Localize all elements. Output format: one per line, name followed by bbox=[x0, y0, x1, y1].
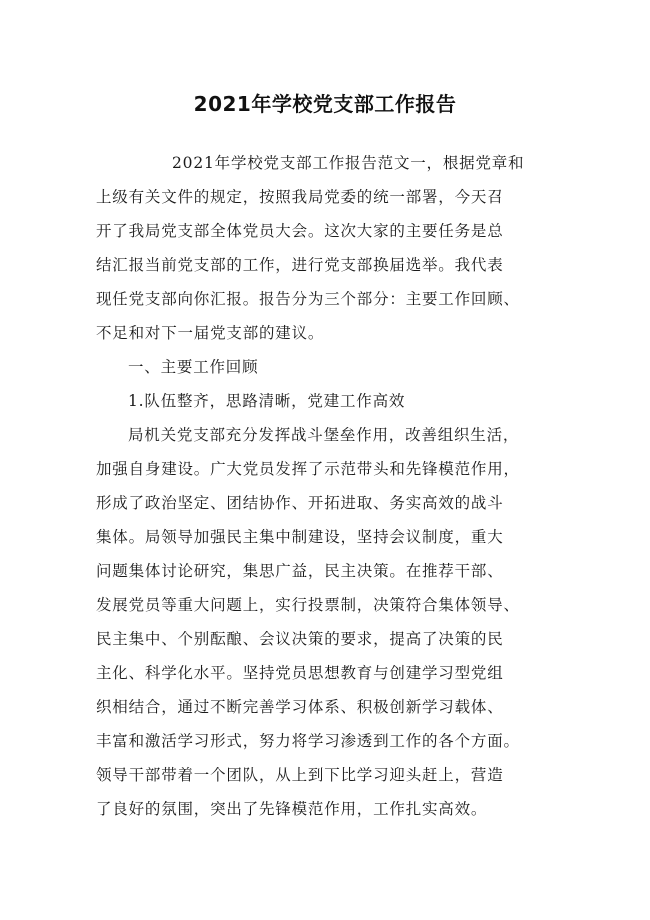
paragraph-line: 发展党员等重大问题上，实行投票制，决策符合集体领导、 bbox=[96, 596, 520, 614]
paragraph-line: 加强自身建设。广大党员发挥了示范带头和先锋模范作用， bbox=[96, 460, 520, 478]
paragraph-line: 形成了政治坚定、团结协作、开拓进取、务实高效的战斗 bbox=[96, 494, 504, 512]
document-title: 2021年学校党支部工作报告 bbox=[193, 92, 457, 116]
paragraph-line: 开了我局党支部全体党员大会。这次大家的主要任务是总 bbox=[96, 222, 504, 240]
paragraph-line: 了良好的氛围，突出了先锋模范作用，工作扎实高效。 bbox=[96, 800, 488, 818]
paragraph-line: 现任党支部向你汇报。报告分为三个部分：主要工作回顾、 bbox=[96, 290, 520, 308]
paragraph-line: 领导干部带着一个团队，从上到下比学习迎头赶上，营造 bbox=[96, 766, 504, 784]
paragraph-line: 不足和对下一届党支部的建议。 bbox=[96, 324, 325, 342]
paragraph-line: 主化、科学化水平。坚持党员思想教育与创建学习型党组 bbox=[96, 664, 504, 682]
paragraph-line: 丰富和激活学习形式，努力将学习渗透到工作的各个方面。 bbox=[96, 732, 520, 750]
paragraph-line: 上级有关文件的规定，按照我局党委的统一部署，今天召 bbox=[96, 188, 504, 206]
paragraph-line: 集体。局领导加强民主集中制建设，坚持会议制度，重大 bbox=[96, 528, 504, 546]
paragraph-line: 2021年学校党支部工作报告范文一，根据党章和 bbox=[172, 154, 525, 172]
paragraph-line: 结汇报当前党支部的工作，进行党支部换届选举。我代表 bbox=[96, 256, 504, 274]
paragraph-line: 问题集体讨论研究，集思广益，民主决策。在推荐干部、 bbox=[96, 562, 504, 580]
subsection-heading: 1.队伍整齐，思路清晰，党建工作高效 bbox=[128, 392, 406, 410]
document-body bbox=[96, 146, 566, 826]
paragraph-line: 民主集中、个别酝酿、会议决策的要求，提高了决策的民 bbox=[96, 630, 504, 648]
paragraph-line: 局机关党支部充分发挥战斗堡垒作用，改善组织生活， bbox=[128, 426, 520, 444]
section-heading: 一、主要工作回顾 bbox=[128, 358, 259, 376]
paragraph-line: 织相结合，通过不断完善学习体系、积极创新学习载体、 bbox=[96, 698, 504, 716]
